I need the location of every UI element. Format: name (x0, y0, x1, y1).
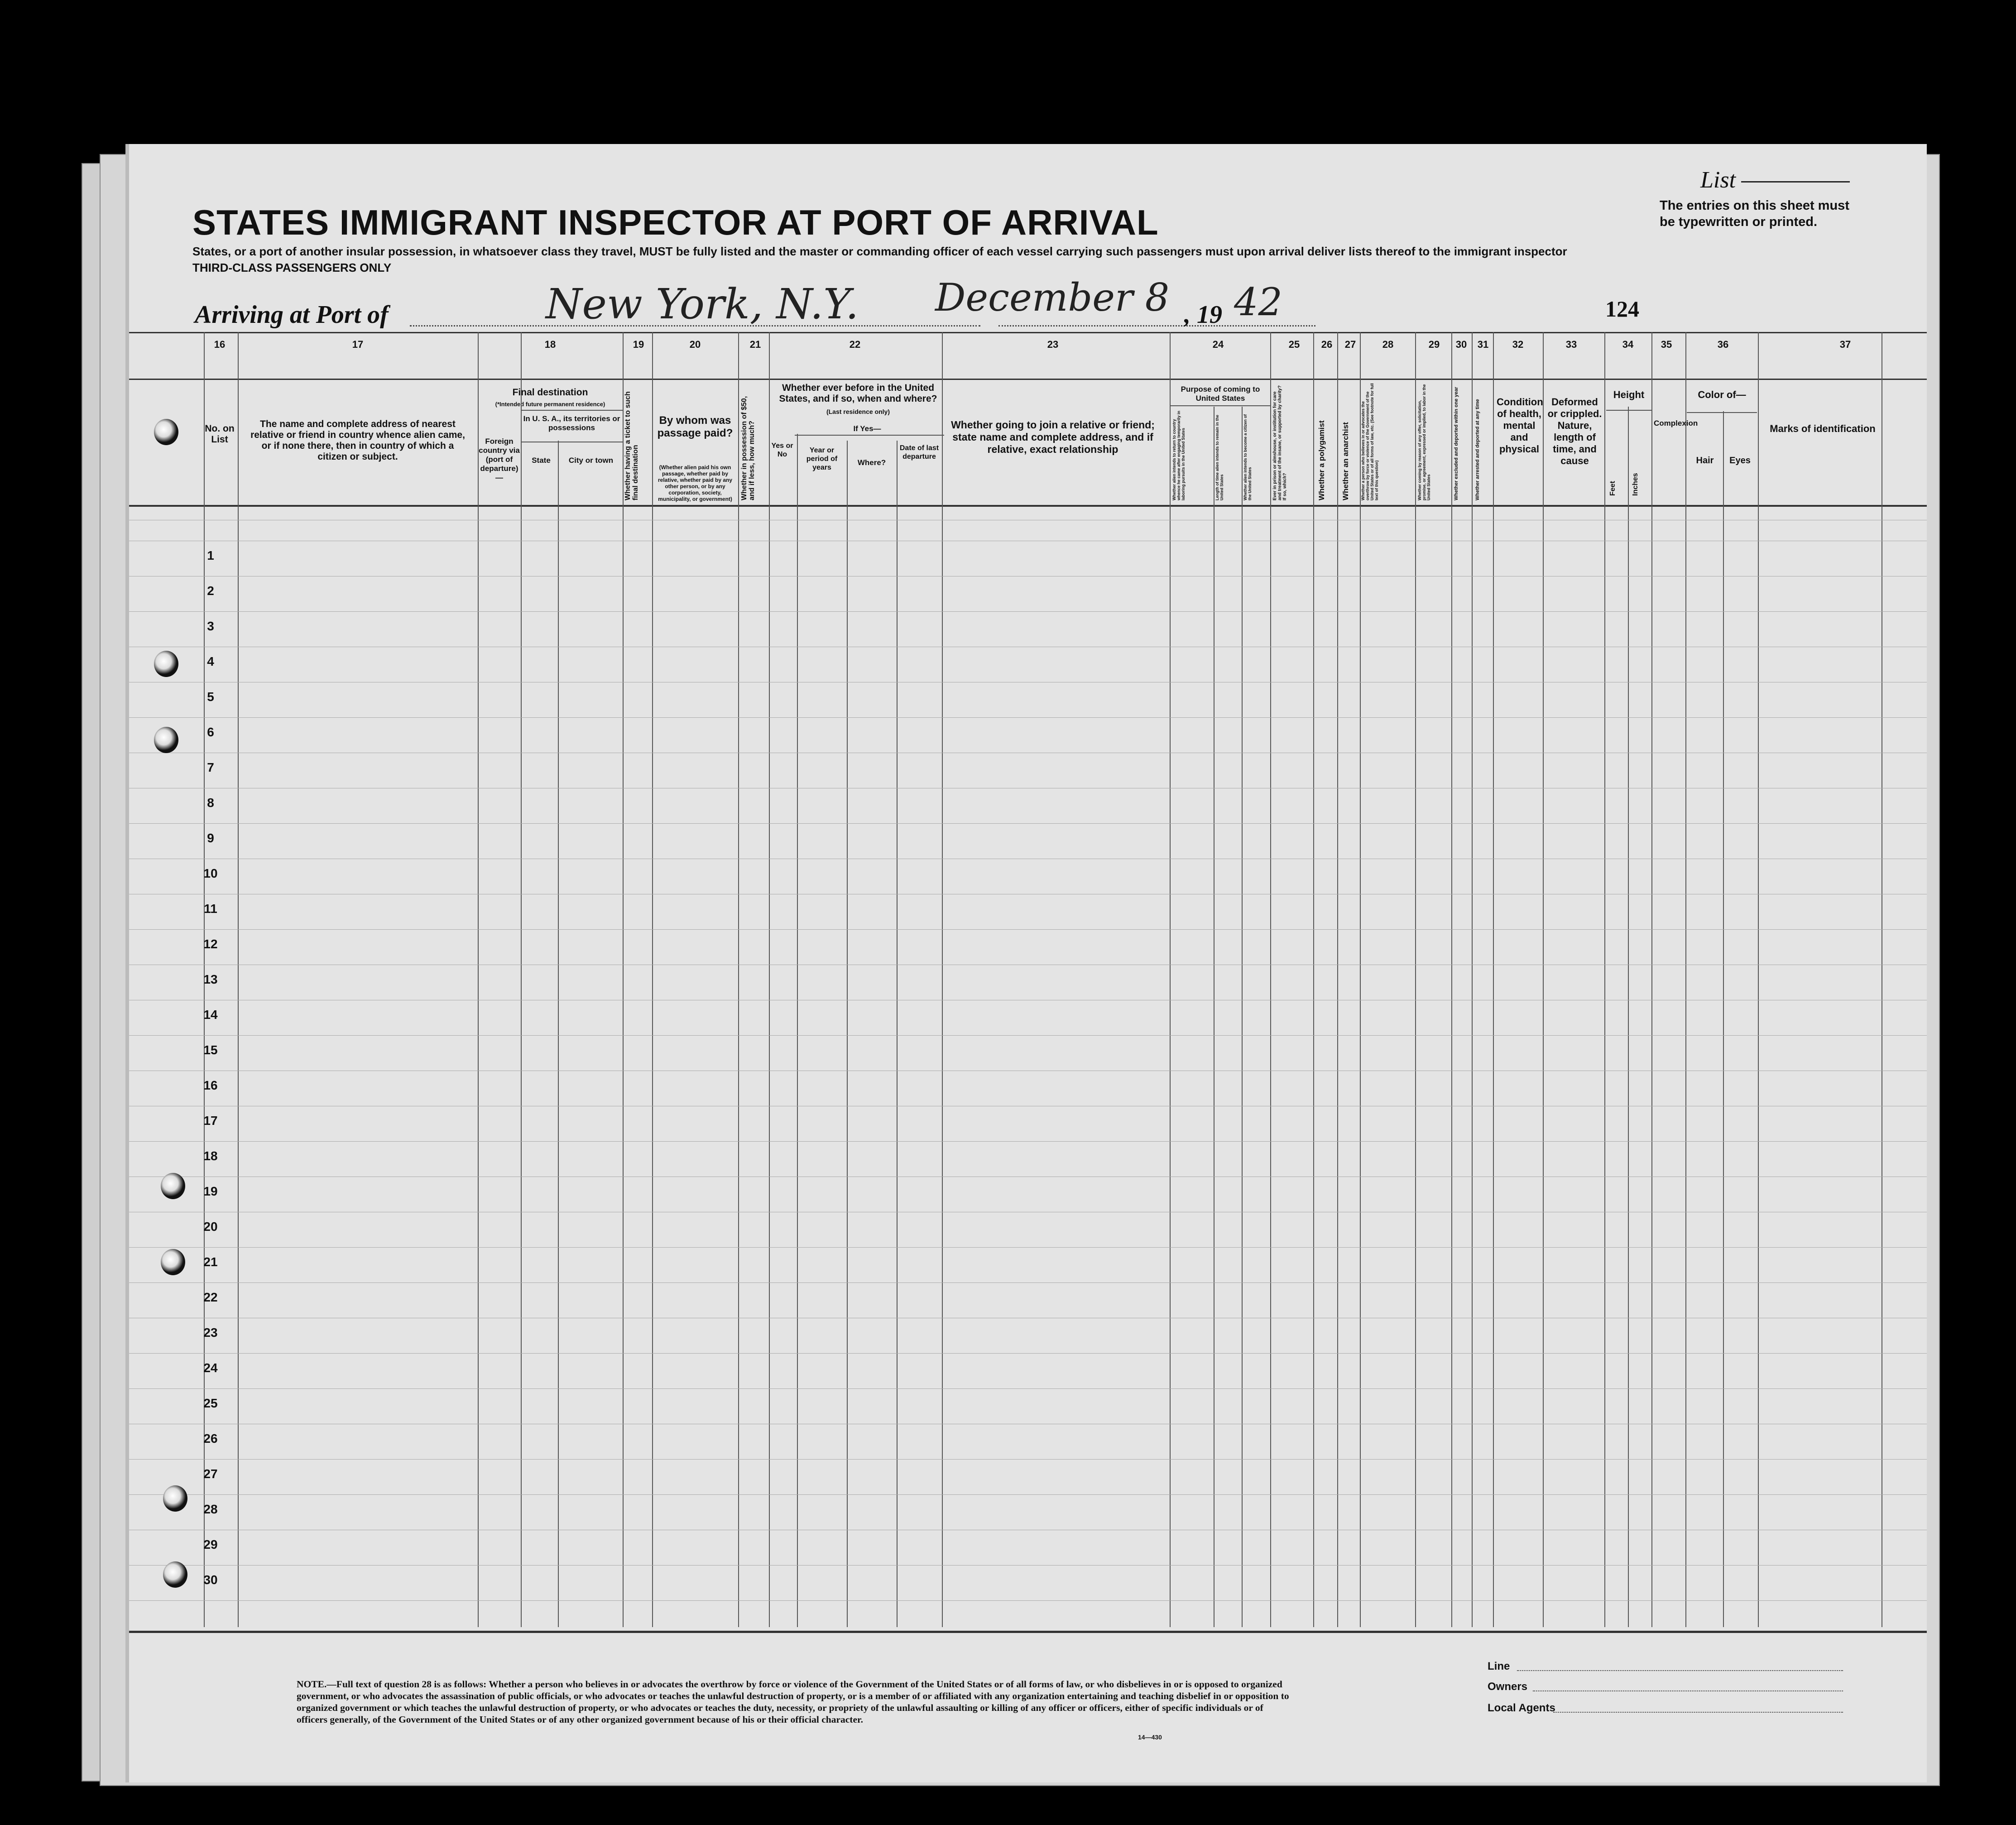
hdr-eyes: Eyes (1729, 456, 1751, 466)
binder-hole (154, 727, 178, 753)
row-number: 17 (203, 1114, 218, 1128)
row-rule (129, 611, 1927, 612)
row-rule (129, 1035, 1927, 1036)
hdr-condition-health: Condition of health, mental and physical (1497, 396, 1543, 455)
binder-hole (163, 1561, 187, 1588)
hdr-final-destination-note: (*Intended future permanent residence) (495, 401, 605, 408)
colnum-21: 21 (749, 339, 761, 350)
colnum-23: 23 (1047, 339, 1059, 350)
row-rule (129, 1141, 1927, 1142)
row-rule (129, 1353, 1927, 1354)
hdr-divider (1171, 405, 1270, 406)
hdr-color-of: Color of— (1698, 389, 1746, 400)
row-number: 24 (203, 1361, 218, 1375)
hdr-ticket: Whether having a ticket to such final destination (624, 391, 639, 500)
hdr-purpose-length: Length of time alien intends to remain in the United States (1215, 414, 1224, 500)
column-rule (1723, 411, 1724, 1627)
row-number: 2 (207, 584, 214, 598)
port-handwritten: New York, N.Y. (546, 280, 859, 328)
form-title: STATES IMMIGRANT INSPECTOR AT PORT OF ARRIVAL (192, 202, 1159, 242)
row-number: 15 (203, 1043, 218, 1057)
binder-hole (154, 651, 178, 677)
hdr-height: Height (1613, 389, 1645, 400)
hdr-fifty-dollars: Whether in possession of $50, and if less, how much? (740, 396, 756, 500)
hdr-in-usa: In U. S. A., its territories or possessions (523, 414, 620, 432)
hdr-divider (1606, 410, 1651, 411)
column-rule (1685, 332, 1686, 1627)
row-number: 30 (203, 1573, 218, 1587)
row-rule (129, 717, 1927, 718)
hdr-city: City or town (568, 456, 614, 465)
hdr-passage-note: (Whether alien paid his own passage, whether paid by relative, whether paid by any other person, or by any corporation, society, municipality, or government) (658, 464, 733, 502)
year-handwritten: 42 (1234, 280, 1282, 324)
binder-hole (161, 1173, 185, 1199)
hdr-prison: Ever in prison or almshouse, or institution for care and treatment of the insane, or supported by charity? If so, which? (1272, 385, 1287, 500)
row-number: 27 (203, 1467, 218, 1481)
row-number: 25 (203, 1396, 218, 1410)
row-rule (129, 1459, 1927, 1460)
list-number-line (1741, 181, 1850, 182)
row-number: 19 (203, 1184, 218, 1198)
row-number: 14 (203, 1008, 218, 1022)
hdr-yes-no: Yes or No (771, 442, 793, 458)
column-rule (1493, 332, 1494, 1627)
row-rule (129, 1565, 1927, 1566)
colnum-17: 17 (352, 339, 364, 350)
colnum-32: 32 (1512, 339, 1524, 350)
column-rule (1270, 332, 1271, 1627)
row-number: 11 (204, 902, 217, 916)
hdr-state: State (532, 456, 551, 465)
hdr-divider (1687, 412, 1757, 413)
column-rule (238, 332, 239, 1627)
row-number: 7 (207, 760, 214, 774)
column-rule (1337, 332, 1338, 1627)
column-rule (1758, 332, 1759, 1627)
hdr-where: Where? (857, 458, 886, 467)
row-rule (129, 1282, 1927, 1283)
hdr-nearest-relative: The name and complete address of nearest relative or friend in country whence alien came, or if none there, then in country of which a citizen or subject. (250, 419, 465, 462)
row-number: 29 (203, 1537, 218, 1551)
row-number: 10 (203, 866, 218, 880)
column-rule (1451, 332, 1452, 1627)
table-bottom-rule (129, 1631, 1927, 1633)
hdr-hair: Hair (1696, 456, 1714, 466)
colnum-35: 35 (1661, 339, 1672, 350)
row-number: 28 (203, 1502, 218, 1516)
row-number: 16 (203, 1078, 218, 1092)
column-rule (1472, 332, 1473, 1627)
row-number: 5 (207, 690, 214, 704)
binder-hole (154, 419, 178, 445)
agents-signature-line (1553, 1712, 1843, 1713)
row-number: 3 (207, 619, 214, 633)
hdr-polygamist: Whether a polygamist (1317, 420, 1326, 500)
hdr-last-residence: (Last residence only) (826, 408, 890, 415)
column-number-strip (129, 332, 1927, 380)
column-rule (1628, 407, 1629, 1627)
binder-hole (161, 1249, 185, 1275)
hdr-foreign-country: Foreign country via (port of departure)— (479, 437, 520, 482)
hdr-no-on-list: No. on List (205, 423, 235, 445)
column-rule (897, 441, 898, 1627)
column-rule (1360, 332, 1361, 1627)
row-number: 12 (203, 937, 218, 951)
hdr-date-departure: Date of last departure (899, 444, 939, 461)
form-subtitle: States, or a port of another insular possession, in whatsoever class they travel, MUST be fully listed and the master or commanding officer of each vessel carrying such passengers must upon arrival deliver lists thereof to the immigrant inspector (192, 245, 1567, 258)
colnum-24: 24 (1212, 339, 1224, 350)
hdr-purpose-return: Whether alien intends to return to country whence he came after engaging temporarily in laboring pursuits in the United States (1172, 410, 1186, 500)
colnum-30: 30 (1455, 339, 1467, 350)
colnum-25: 25 (1288, 339, 1300, 350)
row-number: 9 (207, 831, 214, 845)
colnum-22: 22 (849, 339, 861, 350)
footnote-question-28: NOTE.—Full text of question 28 is as follows: Whether a person who believes in or advocates the overthrow by force or violence of the Government of the United States or of all forms of law, or who disbelieves in or is opposed to organized government, or who advocates the assassination of public officials, or who advocates or teaches the unlawful destruction of property, or is a member of or affiliated with any organization entertaining and teaching disbelief in or opposition to organized government or which teaches the unlawful destruction of property, or who advocates or teaches the duty, necessity, or propriety of the unlawful assaulting or killing of any officer or officers, either of specific individuals or of officers generally, of the Government of the United States or of any other organized government because of his or their official character. (297, 1679, 1289, 1725)
hdr-purpose: Purpose of coming to United States (1181, 385, 1260, 403)
row-rule (129, 1494, 1927, 1495)
colnum-16: 16 (214, 339, 226, 350)
row-number: 1 (207, 548, 214, 562)
row-number: 21 (203, 1255, 218, 1269)
hdr-feet: Feet (1609, 481, 1617, 496)
column-rule (1242, 407, 1243, 1627)
column-rule (1543, 332, 1544, 1627)
list-label: List (1700, 167, 1736, 193)
column-rule (1651, 332, 1652, 1627)
hdr-passage-paid: By whom was passage paid? (657, 414, 733, 439)
row-number: 22 (203, 1290, 218, 1304)
line-label: Line (1488, 1660, 1510, 1672)
hdr-offer-labor: Whether coming by reason of any offer, solicitation, promise, or agreement, expressed or implied, to labor in the United States (1417, 384, 1431, 500)
hdr-inches: Inches (1632, 473, 1639, 496)
hdr-divider (795, 435, 944, 436)
hdr-anarchist: Whether an anarchist (1341, 422, 1350, 500)
colnum-27: 27 (1344, 339, 1356, 350)
colnum-31: 31 (1477, 339, 1489, 350)
row-rule (129, 929, 1927, 930)
row-number: 4 (207, 654, 214, 668)
row-number: 6 (207, 725, 214, 739)
row-number: 13 (203, 972, 218, 986)
typewritten-note: The entries on this sheet must be typewritten or printed. (1660, 198, 1849, 229)
row-number: 18 (203, 1149, 218, 1163)
column-headers (129, 378, 1927, 507)
hdr-complexion: Complexion (1654, 419, 1698, 427)
hdr-join-relative: Whether going to join a relative or friend; state name and complete address, and if relative, exact relationship (951, 419, 1155, 455)
colnum-20: 20 (689, 339, 701, 350)
hdr-if-yes: If Yes— (853, 424, 881, 433)
column-rule (1313, 332, 1314, 1627)
manifest-sheet (129, 144, 1927, 1782)
column-rule (738, 332, 739, 1627)
column-rule (1604, 332, 1605, 1627)
column-rule (478, 332, 479, 1627)
column-rule (558, 441, 559, 1627)
row-rule (129, 1388, 1927, 1389)
row-number: 26 (203, 1431, 218, 1446)
column-rule (797, 434, 798, 1627)
line-signature-line (1517, 1670, 1843, 1671)
date-handwritten: December 8 (935, 275, 1170, 320)
hdr-deformed: Deformed or crippled. Nature, length of time, and cause (1547, 396, 1602, 466)
colnum-36: 36 (1717, 339, 1729, 350)
hdr-overthrow: Whether a person who believes in or advocates the overthrow by force or violence of the Government of the United States or of all forms of law, etc. (See footnote for full text of this question) (1361, 383, 1379, 500)
binder-hole (163, 1485, 187, 1512)
row-number: 23 (203, 1326, 218, 1340)
column-rule (1170, 332, 1171, 1627)
column-rule (623, 332, 624, 1627)
local-agents-label: Local Agents (1488, 1702, 1555, 1714)
row-number: 8 (207, 796, 214, 810)
colnum-34: 34 (1622, 339, 1634, 350)
column-rule (847, 441, 848, 1627)
page-number: 124 (1605, 296, 1639, 322)
column-rule (769, 332, 770, 1627)
row-number: 20 (203, 1220, 218, 1234)
owners-label: Owners (1488, 1681, 1528, 1693)
hdr-purpose-citizen: Whether alien intends to become a citizen of the United States (1243, 414, 1252, 500)
colnum-26: 26 (1321, 339, 1333, 350)
column-rule (1415, 332, 1416, 1627)
row-rule (129, 1247, 1927, 1248)
hdr-arrested: Whether arrested and deported at any time (1475, 399, 1480, 500)
arriving-label: Arriving at Port of (195, 301, 389, 329)
hdr-final-destination: Final destination (512, 387, 588, 398)
colnum-18: 18 (544, 339, 556, 350)
colnum-37: 37 (1839, 339, 1851, 350)
hdr-excluded: Whether excluded and deported within one year (1454, 387, 1459, 500)
hdr-year-period: Year or period of years (806, 447, 838, 471)
date-line (998, 325, 1315, 327)
column-rule (652, 332, 653, 1627)
hdr-ever-before-us: Whether ever before in the United States, and if so, when and where? (779, 383, 937, 404)
passenger-class: THIRD-CLASS PASSENGERS ONLY (192, 261, 392, 274)
hdr-divider (521, 410, 623, 411)
colnum-19: 19 (633, 339, 644, 350)
year-prefix: , 19 (1184, 301, 1222, 329)
colnum-28: 28 (1382, 339, 1394, 350)
colnum-29: 29 (1428, 339, 1440, 350)
row-rule (129, 1600, 1927, 1601)
row-rule (129, 823, 1927, 824)
colnum-33: 33 (1565, 339, 1577, 350)
column-rule (942, 332, 943, 1627)
form-number: 14—430 (1138, 1734, 1162, 1741)
hdr-marks: Marks of identification (1770, 423, 1876, 434)
column-rule (521, 332, 522, 1627)
